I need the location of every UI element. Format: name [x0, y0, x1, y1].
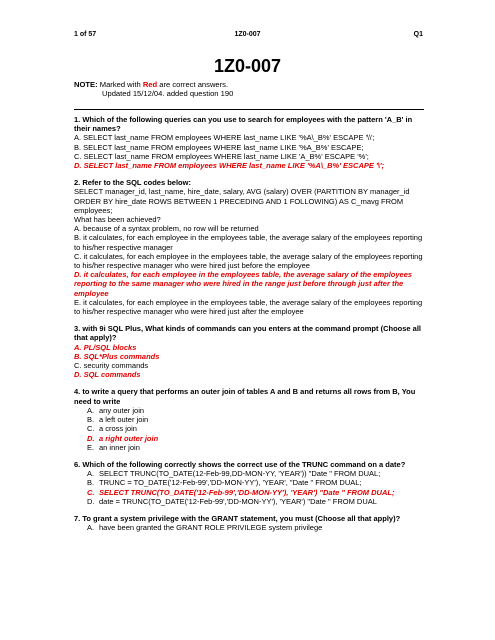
- answer-list: [74, 469, 426, 506]
- correct-answer: B. SQL*Plus commands: [74, 351, 160, 361]
- answer-option: [74, 478, 426, 487]
- answer-letter: A.: [87, 405, 95, 415]
- section-label: Q1: [413, 31, 423, 38]
- answer-option: C. it calculates, for each employee in the employees table, the average salary of the employees reporting to his/her respective manager who were hired just before the employee: [74, 251, 423, 271]
- answer-option: [74, 424, 426, 433]
- question-block-q7: [74, 514, 426, 532]
- answer-letter: D.: [87, 433, 95, 443]
- answer-option: E. it calculates, for each employee in the employees table, the average salary of the employees reporting to his/her respective manager who were hired just after the employee: [74, 297, 423, 317]
- question-block-q4: [74, 387, 426, 451]
- question-text: 2. Refer to the SQL codes below:: [74, 178, 191, 188]
- answer-text: TRUNC = TO_DATE('12-Feb-99','DD-MON-YY'), 'YEAR', "Date " FROM DUAL;: [99, 478, 362, 488]
- note-updated: Updated 15/12/04. added question 190: [102, 89, 234, 99]
- answer-text: an inner join: [99, 442, 140, 452]
- doc-code-header: 1Z0-007: [234, 31, 261, 38]
- answer-text: SELECT TRUNC(TO_DATE('12-Feb-99','DD-MON-YY'), 'YEAR') "Date " FROM DUAL;: [99, 487, 395, 497]
- question-block-q2: [74, 178, 426, 316]
- answer-letter: B.: [87, 478, 95, 488]
- answer-text: a right outer join: [99, 433, 159, 443]
- answer-option: [74, 443, 426, 452]
- question-text: 3. with 9i SQL Plus, What kinds of commands can you enters at the command prompt (Choose all that apply)?: [74, 324, 422, 343]
- answer-option: C. SELECT last_name FROM employees WHERE last_name LIKE 'A_B%' ESCAPE '%';: [74, 151, 369, 161]
- correct-answer: D. SQL commands: [74, 370, 141, 380]
- correct-answer: D. SELECT last_name FROM employees WHERE last_name LIKE '%A\_B%' ESCAPE '\';: [74, 161, 385, 171]
- answer-list: [74, 523, 426, 532]
- answer-option: [74, 497, 426, 506]
- question-block-q6: [74, 460, 426, 506]
- answer-option: A. because of a syntax problem, no row will be returned: [74, 224, 259, 234]
- answer-text: any outer join: [99, 405, 145, 415]
- note-red-word: Red: [142, 80, 158, 89]
- answer-text: have been granted the GRANT ROLE PRIVILEGE system privilege: [99, 523, 323, 533]
- note-label: NOTE:: [74, 80, 98, 89]
- answer-option: B. it calculates, for each employee in the employees table, the average salary of the employees reporting to his/her respective manager: [74, 233, 423, 252]
- answer-list: [74, 406, 426, 452]
- answer-letter: D.: [87, 496, 95, 506]
- question-block-q3: [74, 324, 426, 379]
- correct-answer: [74, 434, 426, 443]
- answer-text: SELECT TRUNC(TO_DATE(12-Feb-99,DD-MON-YY, 'YEAR')) "Date " FROM DUAL;: [99, 469, 381, 479]
- answer-option: [74, 406, 426, 415]
- question-text: 1. Which of the following queries can you use to search for employees with the pattern 'A_B' in their names?: [74, 115, 413, 134]
- question-list: [74, 115, 426, 540]
- answer-text: a cross join: [99, 424, 137, 434]
- answer-option: [74, 469, 426, 478]
- answer-letter: A.: [87, 523, 95, 533]
- question-text: 4. to write a query that performs an outer join of tables A and B and returns all rows from B, You need to write: [74, 387, 416, 406]
- page-title: 1Z0-007: [213, 56, 282, 76]
- answer-letter: E.: [87, 442, 95, 452]
- correct-answer: A. PL/SQL blocks: [74, 342, 137, 352]
- note-block: [74, 80, 233, 99]
- question-prompt: What has been achieved?: [74, 215, 161, 225]
- divider: [74, 109, 424, 110]
- answer-option: [74, 523, 426, 532]
- answer-option: A. SELECT last_name FROM employees WHERE last_name LIKE '%A\_B%' ESCAPE '\\';: [74, 133, 375, 143]
- answer-letter: A.: [87, 469, 95, 479]
- question-block-q1: [74, 115, 426, 170]
- answer-text: date = TRUNC(TO_DATE('12-Feb-99','DD-MON-YY'), 'YEAR') "Date " FROM DUAL: [99, 496, 377, 506]
- question-text: 6. Which of the following correctly shows the correct use of the TRUNC command on a date?: [74, 459, 406, 469]
- answer-text: a left outer join: [99, 415, 149, 425]
- correct-answer: D. it calculates, for each employee in the employees table, the average salary of the employees reporting to the same manager who were hired in the range just before through just after the employee: [74, 270, 413, 298]
- page-count: 1 of 57: [74, 31, 97, 38]
- correct-answer: [74, 488, 426, 497]
- answer-letter: C.: [87, 487, 95, 497]
- note-text-before: Marked with: [99, 80, 141, 89]
- answer-option: B. SELECT last_name FROM employees WHERE last_name LIKE '%A_B%' ESCAPE;: [74, 142, 364, 152]
- answer-letter: C.: [87, 424, 95, 434]
- note-text-after: are correct answers.: [159, 80, 229, 89]
- answer-letter: B.: [87, 415, 95, 425]
- answer-option: [74, 415, 426, 424]
- question-text: 7. To grant a system privilege with the GRANT statement, you must (Choose all that apply)?: [74, 513, 401, 523]
- question-code: SELECT manager_id, last_name, hire_date, salary, AVG (salary) OVER (PARTITION BY manager_id ORDER BY hire_date ROWS BETWEEN 1 PRECEDING AND 1 FOLLOWING) AS C_mavg FROM employees;: [74, 187, 410, 215]
- answer-option: C. security commands: [74, 361, 149, 371]
